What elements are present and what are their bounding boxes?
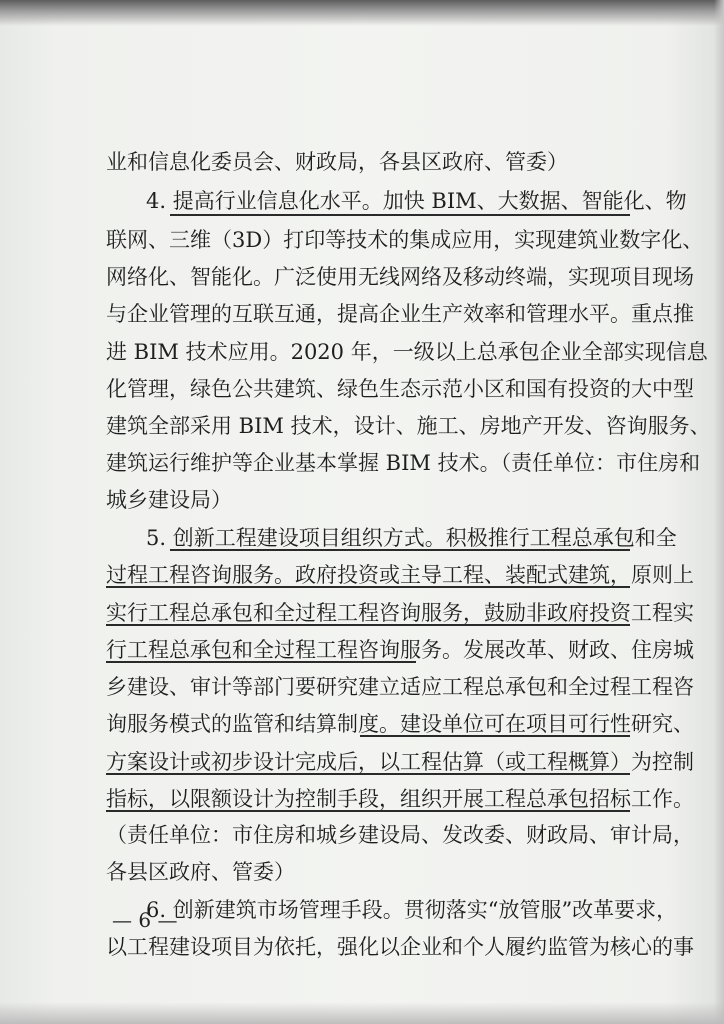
scan-right-edge bbox=[714, 0, 724, 1024]
text-line: 业和信息化委员会、财政局，各县区政府、管委） bbox=[106, 150, 568, 174]
text-line: 实行工程总承包和全过程工程咨询服务，鼓励非政府投资工程实 bbox=[106, 601, 694, 625]
scan-bottom-shadow bbox=[0, 1002, 724, 1024]
text-line: 指标，以限额设计为控制手段，组织开展工程总承包招标工作。 bbox=[106, 787, 694, 811]
text-line: 5. 创新工程建设项目组织方式。积极推行工程总承包和全 bbox=[146, 526, 677, 550]
text-line: （责任单位：市住房和城乡建设局、发改委、财政局、审计局， bbox=[106, 823, 694, 847]
scan-top-shadow bbox=[0, 0, 724, 26]
text-line: 询服务模式的监管和结算制度。建设单位可在项目可行性研究、 bbox=[106, 712, 694, 736]
handwritten-underline bbox=[106, 773, 630, 775]
text-line: 以工程建设项目为依托，强化以企业和个人履约监管为核心的事 bbox=[106, 935, 694, 959]
text-line: 乡建设、审计等部门要研究建立适应工程总承包和全过程工程咨 bbox=[106, 675, 694, 699]
handwritten-underline bbox=[106, 661, 416, 663]
handwritten-underline bbox=[170, 549, 630, 551]
text-line: 方案设计或初步设计完成后，以工程估算（或工程概算）为控制 bbox=[106, 750, 694, 774]
handwritten-underline bbox=[170, 214, 630, 216]
text-line: 进 BIM 技术应用。2020 年，一级以上总承包企业全部实现信息 bbox=[106, 340, 708, 364]
text-line: 与企业管理的互联互通，提高企业生产效率和管理水平。重点推 bbox=[106, 302, 694, 326]
text-line: 过程工程咨询服务。政府投资或主导工程、装配式建筑，原则上 bbox=[106, 563, 694, 587]
handwritten-underline bbox=[360, 735, 630, 737]
text-line: 城乡建设局） bbox=[106, 488, 232, 512]
text-line: 建筑运行维护等企业基本掌握 BIM 技术。（责任单位：市住房和 bbox=[106, 451, 701, 475]
text-line: 联网、三维（3D）打印等技术的集成应用，实现建筑业数字化、 bbox=[106, 228, 704, 252]
text-line: 各县区政府、管委） bbox=[106, 860, 295, 884]
text-line: 6. 创新建筑市场管理手段。贯彻落实“放管服”改革要求， bbox=[146, 898, 678, 922]
text-line: 4. 提高行业信息化水平。加快 BIM、大数据、智能化、物 bbox=[146, 189, 687, 213]
text-line: 化管理，绿色公共建筑、绿色生态示范小区和国有投资的大中型 bbox=[106, 377, 694, 401]
text-line: 建筑全部采用 BIM 技术，设计、施工、房地产开发、咨询服务、 bbox=[106, 414, 711, 438]
handwritten-underline bbox=[106, 810, 630, 812]
handwritten-underline bbox=[106, 624, 630, 626]
handwritten-underline bbox=[106, 586, 630, 588]
text-line: 行工程总承包和全过程工程咨询服务。发展改革、财政、住房城 bbox=[106, 638, 694, 662]
page-number: — 6 — bbox=[112, 908, 178, 932]
text-line: 网络化、智能化。广泛使用无线网络及移动终端，实现项目现场 bbox=[106, 265, 694, 289]
